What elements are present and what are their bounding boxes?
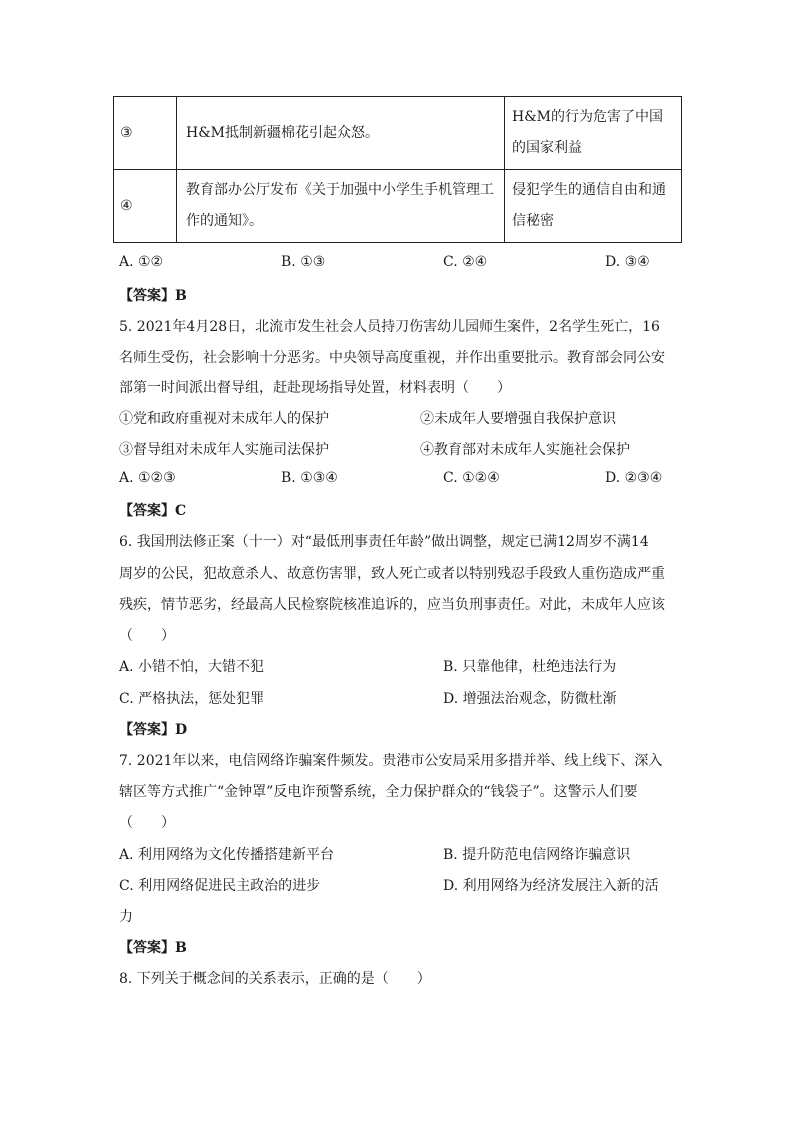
q5-stem-line: 名师生受伤，社会影响十分恶劣。中央领导高度重视，并作出重要批示。教育部会同公安: [119, 350, 665, 366]
event-cell: 教育部办公厅发布《关于加强中小学生手机管理工作的通知》。: [177, 170, 505, 243]
q5-answer: 【答案】C: [119, 503, 187, 519]
q5-statement-4: ④教育部对未成年人实施社会保护: [420, 442, 630, 458]
q6-stem-line: （ ）: [119, 628, 175, 644]
q5-option-d: D. ②③④: [605, 470, 663, 486]
q5-statement-1: ①党和政府重视对未成年人的保护: [119, 411, 329, 427]
q5-option-a: A. ①②③: [119, 470, 176, 486]
violation-cell: 侵犯学生的通信自由和通信秘密: [505, 170, 682, 243]
q6-answer: 【答案】D: [119, 722, 188, 738]
q7-option-d: D. 利用网络为经济发展注入新的活: [443, 878, 659, 894]
q7-option-c: C. 利用网络促进民主政治的进步: [119, 878, 321, 894]
table-row: [114, 170, 682, 243]
q5-statement-3: ③督导组对未成年人实施司法保护: [119, 442, 329, 458]
event-cell: H&M抵制新疆棉花引起众怒。: [177, 97, 505, 170]
row-number: ④: [114, 170, 177, 243]
q8-stem: 8. 下列关于概念间的关系表示，正确的是（ ）: [119, 971, 431, 987]
q7-option-d-continued: 力: [119, 909, 133, 925]
q7-stem-line: 辖区等方式推广“金钟罩”反电诈预警系统，全力保护群众的“钱袋子”。这警示人们要: [119, 784, 638, 800]
q4-option-d: D. ③④: [605, 254, 650, 270]
q4-option-a: A. ①②: [119, 254, 164, 270]
row-number: ③: [114, 97, 177, 170]
q7-option-b: B. 提升防范电信网络诈骗意识: [443, 847, 631, 863]
q6-option-b: B. 只靠他律，杜绝违法行为: [443, 659, 617, 675]
q6-option-c: C. 严格执法，惩处犯罪: [119, 691, 265, 707]
q4-option-b: B. ①③: [281, 254, 326, 270]
q4-option-c: C. ②④: [443, 254, 488, 270]
q7-option-a: A. 利用网络为文化传播搭建新平台: [119, 847, 335, 863]
q5-option-b: B. ①③④: [281, 470, 338, 486]
q6-stem-line: 周岁的公民，犯故意杀人、故意伤害罪，致人死亡或者以特别残忍手段致人重伤造成严重: [119, 566, 665, 582]
q5-stem-line: 5. 2021年4月28日，北流市发生社会人员持刀伤害幼儿园师生案件，2名学生死亡，16: [119, 319, 660, 335]
q7-answer: 【答案】B: [119, 940, 187, 956]
q5-stem-line: 部第一时间派出督导组，赶赴现场指导处置，材料表明（ ）: [119, 380, 511, 396]
violation-table: [113, 96, 682, 243]
q6-stem-line: 6. 我国刑法修正案（十一）对“最低刑事责任年龄”做出调整，规定已满12周岁不满14: [119, 534, 649, 550]
table-row: [114, 97, 682, 170]
violation-cell: H&M的行为危害了中国的国家利益: [505, 97, 682, 170]
q6-option-a: A. 小错不怕，大错不犯: [119, 659, 265, 675]
q5-statement-2: ②未成年人要增强自我保护意识: [420, 411, 616, 427]
q7-stem-line: （ ）: [119, 815, 175, 831]
q6-option-d: D. 增强法治观念，防微杜渐: [443, 691, 617, 707]
q7-stem-line: 7. 2021年以来，电信网络诈骗案件频发。贵港市公安局采用多措并举、线上线下、深入: [119, 753, 663, 769]
q5-option-c: C. ①②④: [443, 470, 500, 486]
q6-stem-line: 残疾，情节恶劣，经最高人民检察院核准追诉的，应当负刑事责任。对此，未成年人应该: [119, 597, 665, 613]
q4-answer: 【答案】B: [119, 288, 187, 304]
